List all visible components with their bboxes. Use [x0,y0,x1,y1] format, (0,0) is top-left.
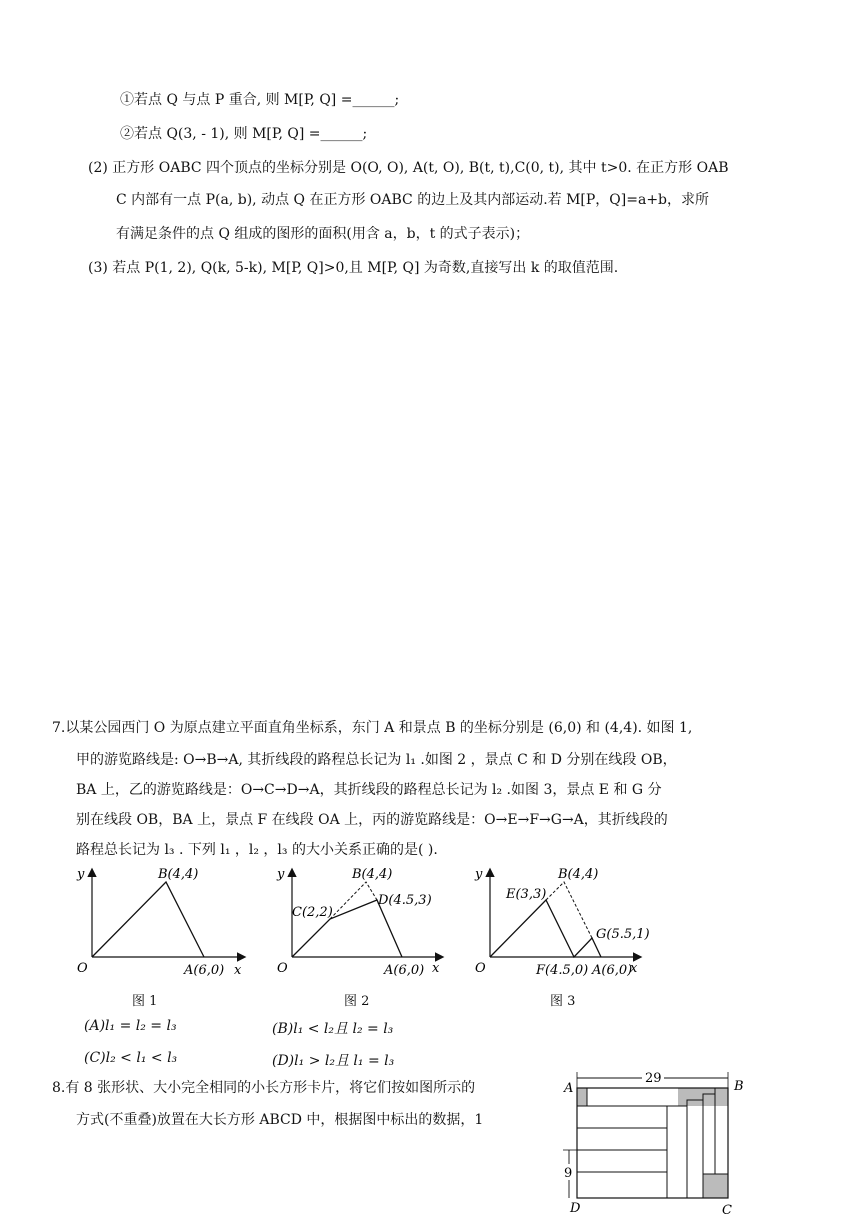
fig2-a-label: A(6,0) [384,963,425,977]
fig1-a-label: A(6,0) [184,963,225,977]
fig3-x-label: x [630,961,638,976]
shaded-region-bottom-right [703,1174,728,1198]
fig2-caption: 图 2 [344,994,370,1009]
q8-figure [556,1064,756,1216]
fig3-e-label: E(3,3) [506,887,547,902]
q7-line5: 路程总长记为 l₃ . 下列 l₁ ，l₂ ，l₃ 的大小关系正确的是( ). [76,842,438,858]
option-b[interactable]: (B)l₁ < l₂且 l₂ = l₃ [272,1021,394,1037]
fig3-g-label: G(5.5,1) [596,927,650,942]
option-a[interactable]: (A)l₁ = l₂ = l₃ [84,1018,177,1034]
height-label: 9 [564,1166,573,1181]
fig1-caption: 图 1 [132,994,158,1009]
fig2-c-label: C(2,2) [292,905,333,920]
fig1-b-label: B(4,4) [158,867,199,882]
q6-sub2: ②若点 Q(3, - 1), 则 M[P, Q] =______; [120,126,368,142]
fig2-o-label: O [277,961,288,976]
corner-a-label: A [564,1081,574,1096]
fig3-a-label: A(6,0) [592,963,633,977]
fig3-o-label: O [475,961,486,976]
figure-1 [72,862,262,977]
fig3-f-label: F(4.5,0) [536,963,589,977]
fig2-d-label: D(4.5,3) [378,893,432,908]
figure-3 [470,862,655,977]
corner-c-label: C [722,1203,732,1216]
fig1-x-label: x [234,963,242,977]
q7-line4: 别在线段 OB，BA 上，景点 F 在线段 OA 上，丙的游览路线是：O→E→F→G→A，其折线段的 [76,812,668,828]
width-label: 29 [645,1071,662,1086]
fig2-y-label: y [277,867,285,882]
fig2-x-label: x [432,961,440,976]
q6-part2-line2: C 内部有一点 P(a, b), 动点 Q 在正方形 OABC 的边上及其内部运动.若 M[P，Q]=a+b，求所 [116,192,710,208]
q8-line2: 方式(不重叠)放置在大长方形 ABCD 中，根据图中标出的数据，1 [76,1112,484,1128]
option-c[interactable]: (C)l₂ < l₁ < l₃ [84,1050,178,1066]
q7-line1: 7.以某公园西门 O 为原点建立平面直角坐标系，东门 A 和景点 B 的坐标分别是 (6,0) 和 (4,4). 如图 1, [52,720,693,736]
q6-part2-line3: 有满足条件的点 Q 组成的图形的面积(用含 a，b，t 的式子表示)； [116,226,530,242]
fig3-y-label: y [475,867,483,882]
q6-sub1: ①若点 Q 与点 P 重合, 则 M[P, Q] =______; [120,92,400,108]
q8-line1: 8.有 8 张形状、大小完全相同的小长方形卡片，将它们按如图所示的 [52,1080,476,1096]
q7-line2: 甲的游览路线是: O→B→A, 其折线段的路程总长记为 l₁ .如图 2 ，景点 C 和 D 分别在线段 OB， [76,752,677,768]
fig3-b-label: B(4,4) [558,867,599,882]
fig1-o-label: O [77,961,88,976]
q7-line3: BA 上，乙的游览路线是：O→C→D→A，其折线段的路程总长记为 l₂ .如图 3，景点 E 和 G 分 [76,782,662,798]
fig2-b-label: B(4,4) [352,867,393,882]
option-d[interactable]: (D)l₁ > l₂且 l₁ = l₃ [272,1053,395,1069]
q6-part2-line1: (2) 正方形 OABC 四个顶点的坐标分别是 O(O, O), A(t, O), B(t, t),C(0, t), 其中 t>0. 在正方形 OAB [88,160,729,176]
fig3-caption: 图 3 [550,994,576,1009]
corner-d-label: D [570,1201,581,1216]
figure-2 [272,862,457,977]
fig1-y-label: y [77,867,85,882]
shaded-region-left [577,1088,587,1106]
corner-b-label: B [734,1079,744,1094]
q6-part3: (3) 若点 P(1, 2), Q(k, 5-k), M[P, Q]>0,且 M[P, Q] 为奇数,直接写出 k 的取值范围. [88,260,619,276]
